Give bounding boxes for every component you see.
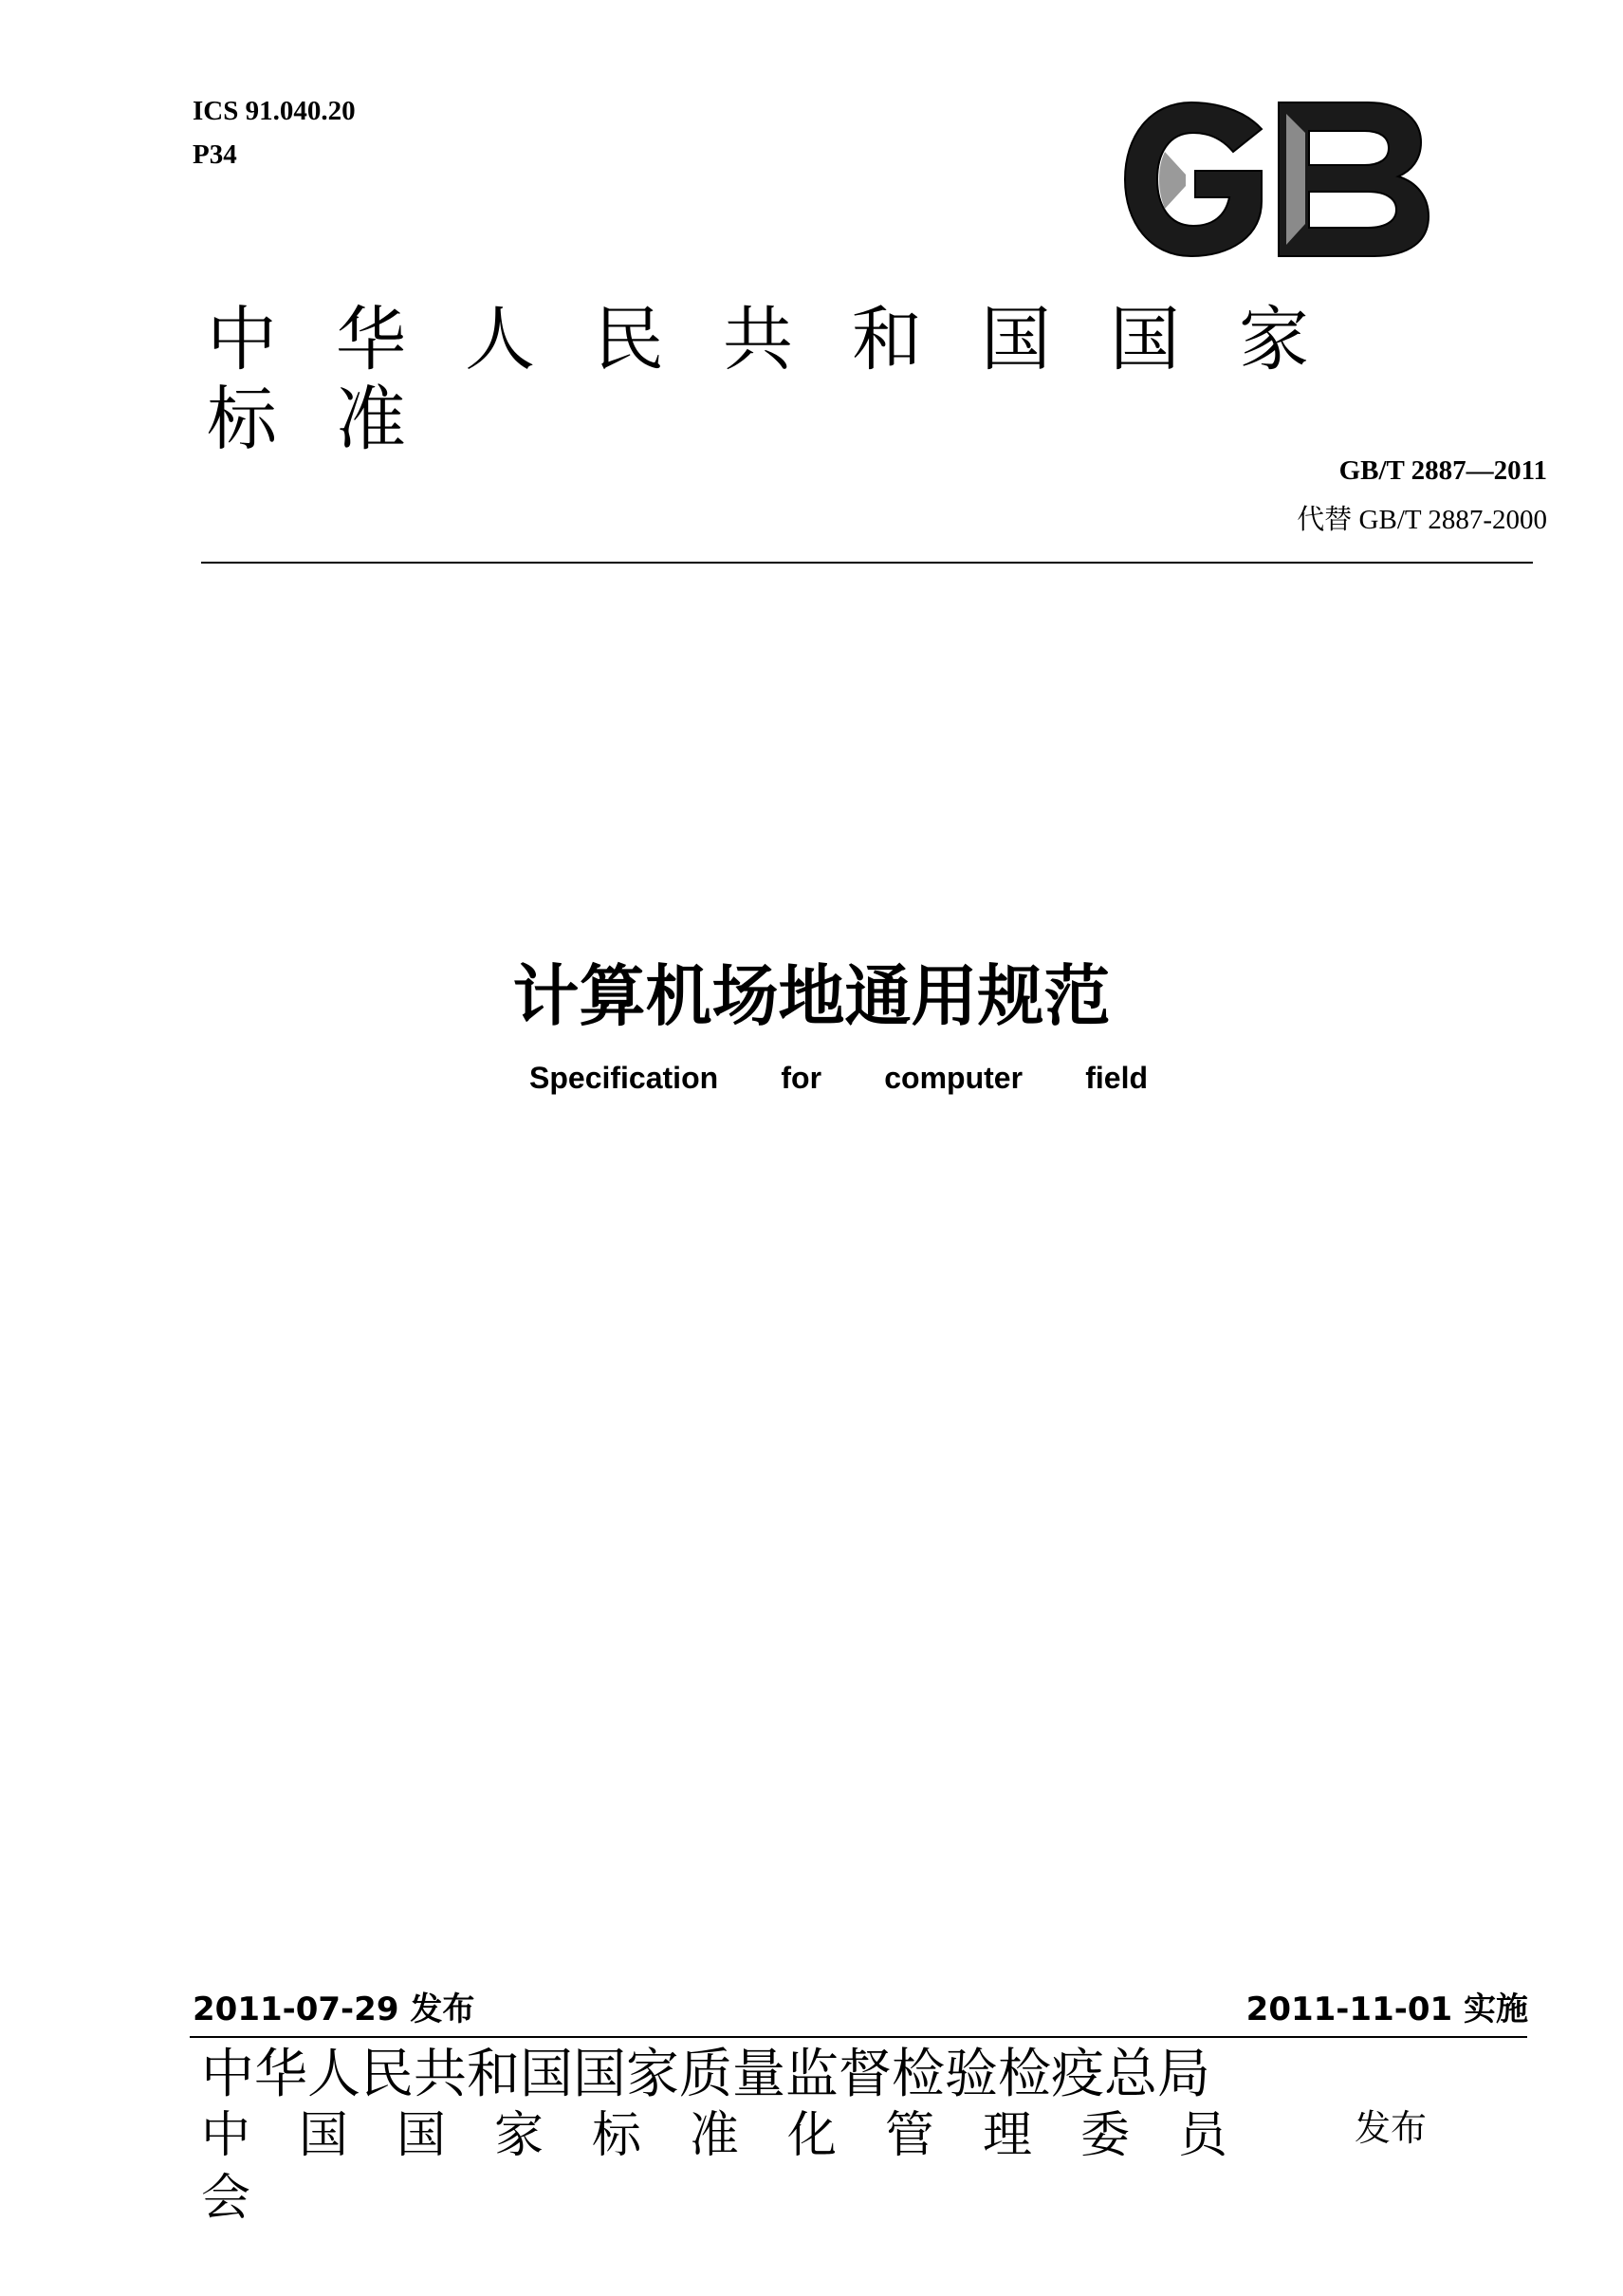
issuer-sac: 中国国家标准化管理委员会 bbox=[201, 2107, 1277, 2227]
replaces-standard: 代替 GB/T 2887-2000 bbox=[1297, 505, 1547, 535]
classification-codes bbox=[193, 89, 356, 176]
document-title-english bbox=[529, 1061, 1148, 1096]
document-title-chinese: 计算机场地通用规范 bbox=[512, 957, 1111, 1035]
gb-logo bbox=[1119, 95, 1432, 264]
gb-logo-b-letter bbox=[1279, 102, 1429, 256]
title-en-word: Specification bbox=[529, 1061, 719, 1095]
title-en-word: for bbox=[781, 1061, 822, 1095]
implementation-date: 2011-11-01 实施 bbox=[1245, 1990, 1528, 2028]
title-en-word: field bbox=[1085, 1061, 1148, 1095]
standard-category-name: 中华人民共和国国家标准 bbox=[207, 299, 1368, 460]
header-divider bbox=[201, 562, 1533, 564]
publish-date: 2011-07-29 发布 bbox=[193, 1990, 475, 2028]
title-en-word: computer bbox=[884, 1061, 1024, 1095]
footer-divider bbox=[190, 2036, 1527, 2038]
ccs-code: P34 bbox=[193, 139, 237, 170]
standard-number: GB/T 2887—2011 bbox=[1338, 455, 1547, 486]
gb-logo-g-letter bbox=[1125, 102, 1262, 256]
issue-label: 发布 bbox=[1355, 2107, 1428, 2149]
ics-code: ICS 91.040.20 bbox=[193, 96, 356, 126]
issuer-aqsiq: 中华人民共和国国家质量监督检验检疫总局 bbox=[201, 2044, 1210, 2105]
